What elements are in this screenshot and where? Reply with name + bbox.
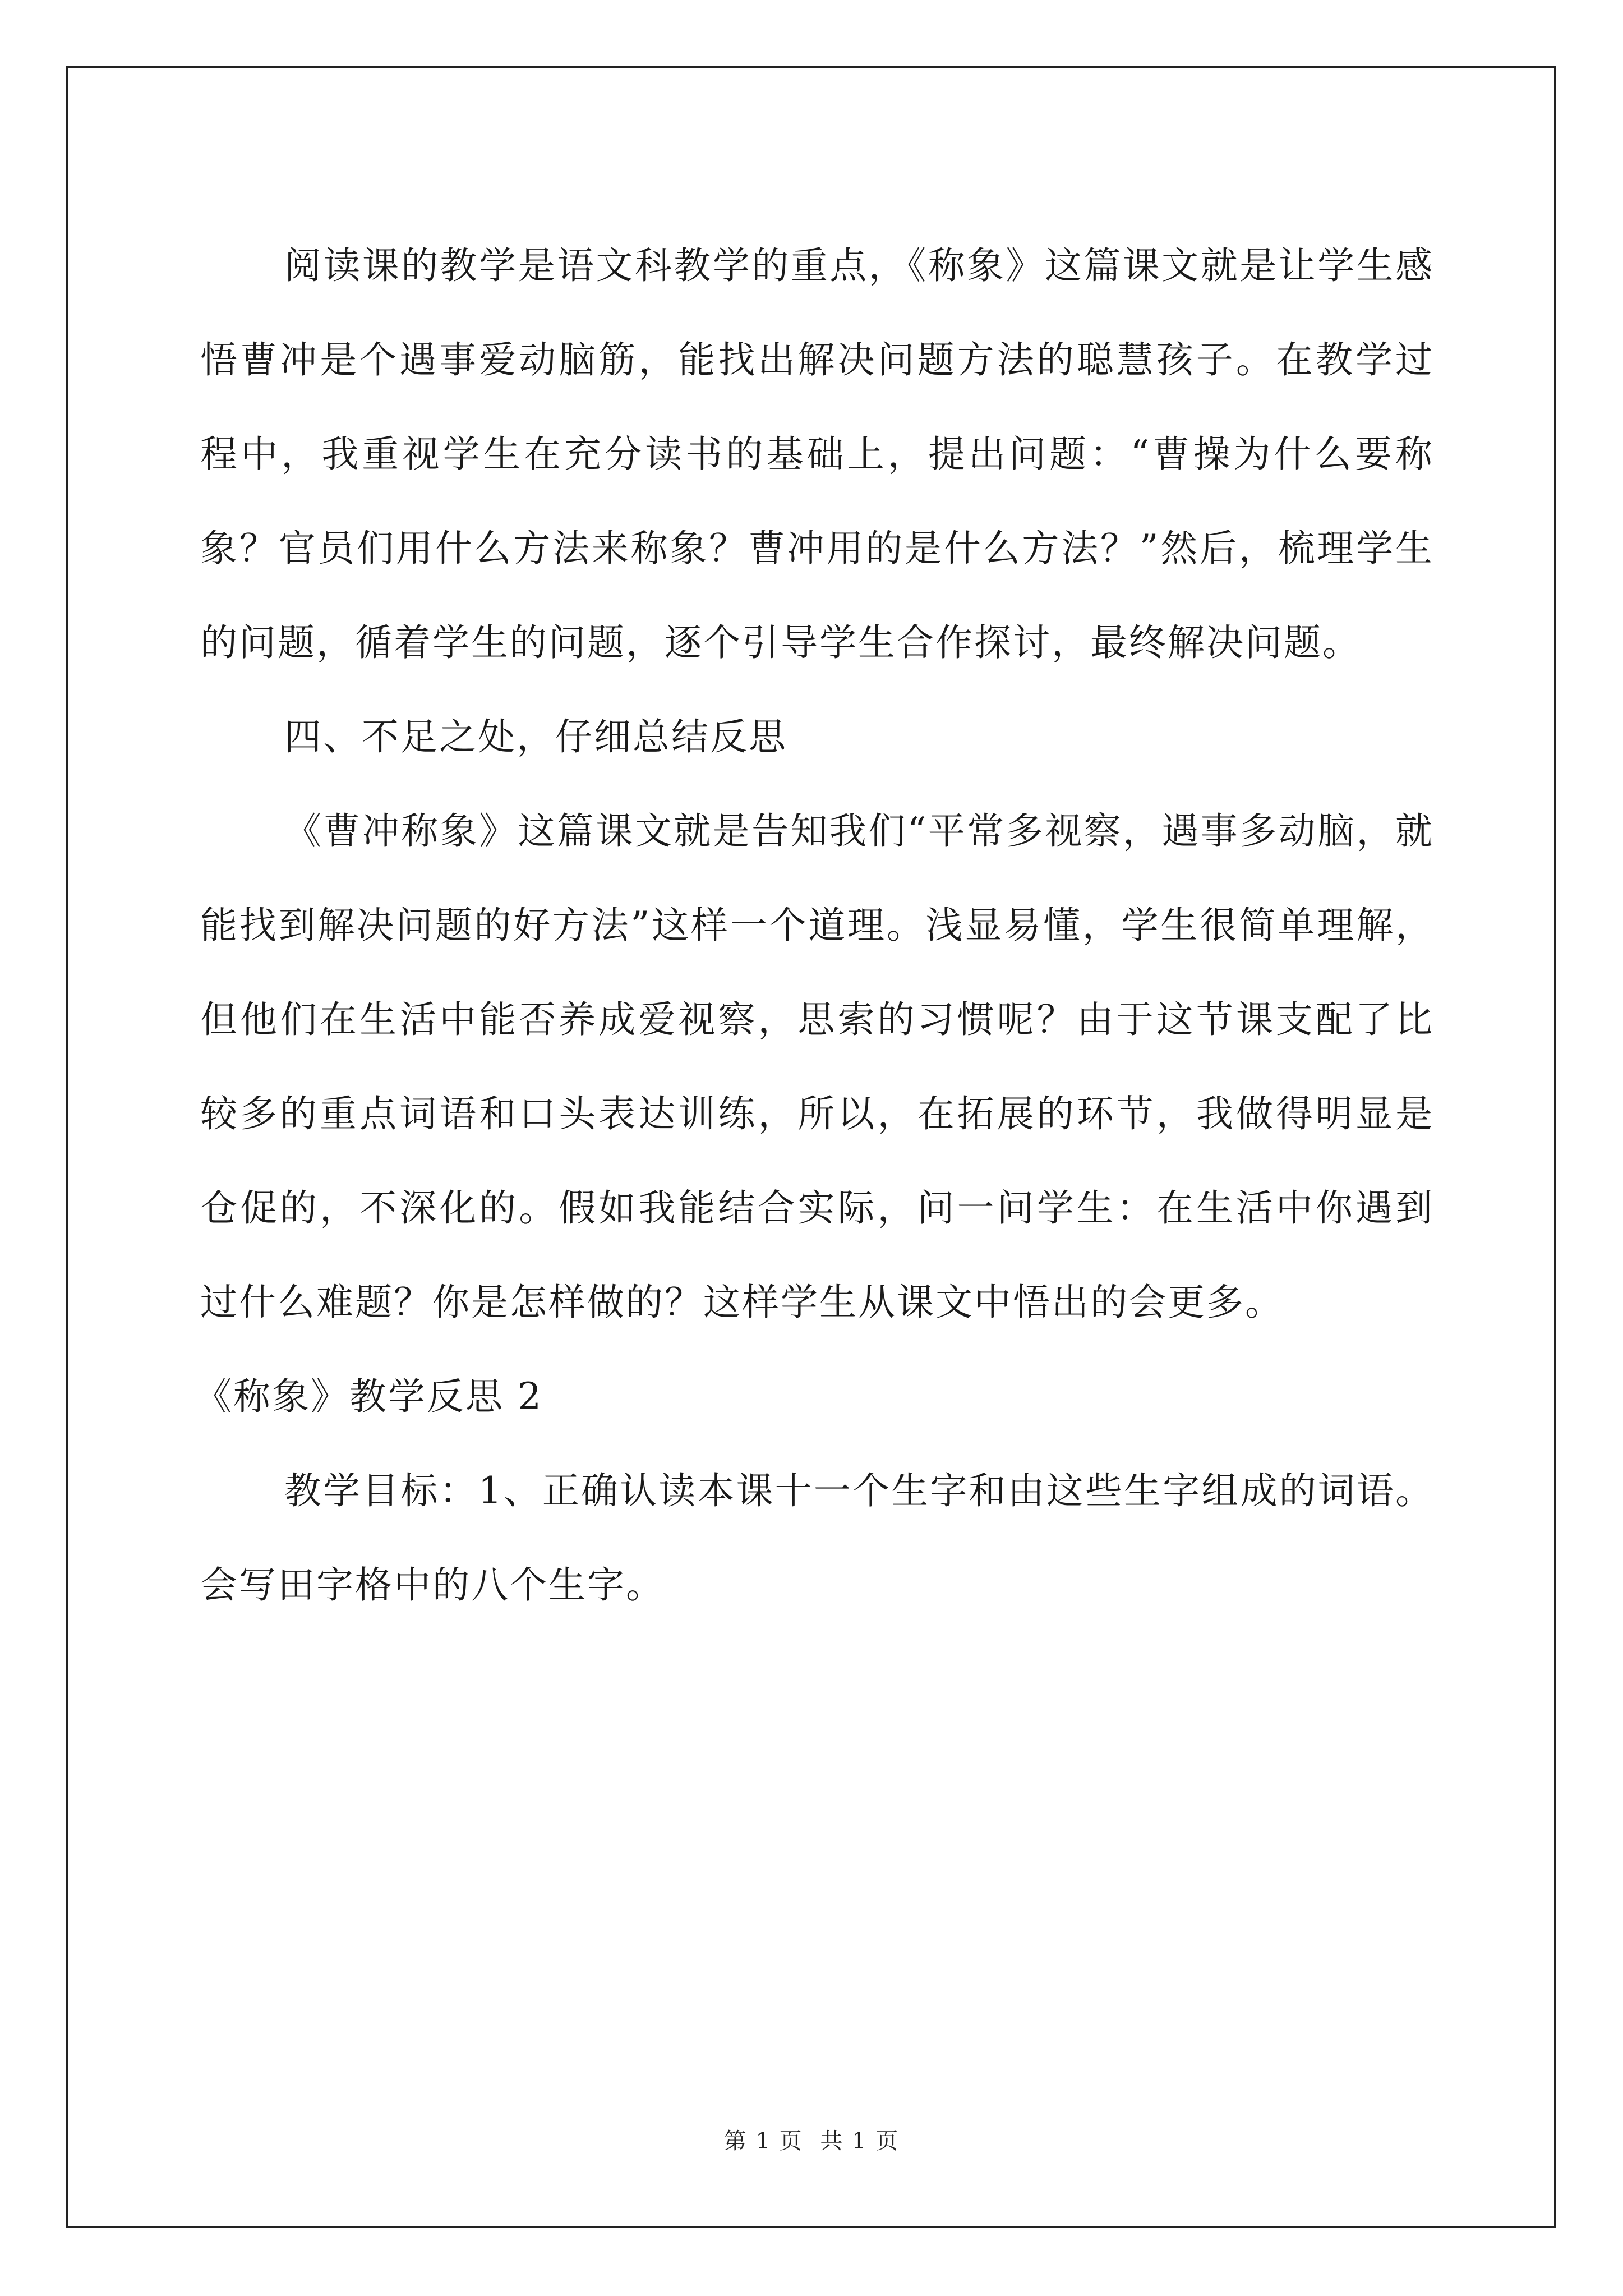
paragraph: 《曹冲称象》这篇课文就是告知我们“平常多视察，遇事多动脑，就能找到解决问题的好方法”这样一个道理。浅显易懂，学生很简单理解，但他们在生活中能否养成爱视察，思索的习惯呢？由于这节课支配了比较多的重点词语和口头表达训练，所以，在拓展的环节，我做得明显是仓促的，不深化的。假如我能结合实际，问一问学生：在生活中你遇到过什么难题？你是怎样做的？这样学生从课文中悟出的会更多。 xyxy=(200,809,1434,1324)
section-title: 《称象》教学反思 2 xyxy=(195,1375,543,1418)
paragraph: 阅读课的教学是语文科教学的重点，《称象》这篇课文就是让学生感悟曹冲是个遇事爱动脑筋，能找出解决问题方法的聪慧孩子。在教学过程中，我重视学生在充分读书的基础上，提出问题：“曹操为什么要称象？官员们用什么方法来称象？曹冲用的是什么方法？”然后，梳理学生的问题，循着学生的问题，逐个引导学生合作探讨，最终解决问题。 xyxy=(200,244,1434,664)
paragraph: 教学目标：1、正确认读本课十一个生字和由这些生字组成的词语。会写田字格中的八个生字。 xyxy=(200,1469,1434,1607)
page-total: 共 1 页 xyxy=(820,2128,900,2154)
page-number: 第 1 页 xyxy=(723,2128,803,2154)
page-footer xyxy=(0,2123,1623,2155)
section-subheading: 四、不足之处，仔细总结反思 xyxy=(284,715,787,758)
document-body xyxy=(195,219,1434,1632)
